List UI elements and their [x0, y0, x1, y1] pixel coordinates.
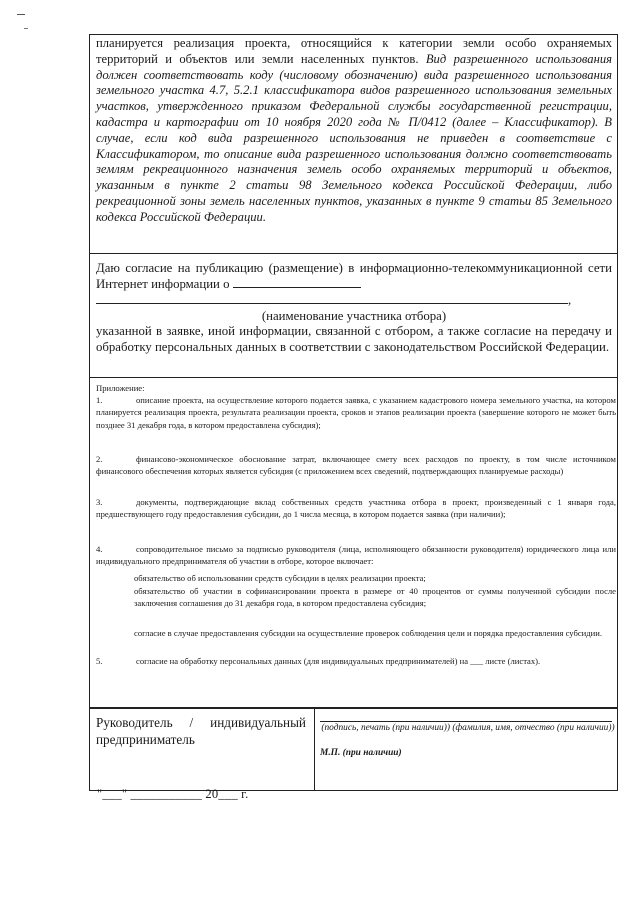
consent-continuation: указанной в заявке, иной информации, связанной с отбором, а также согласие на передачу и обработку персональных данных в соответствии с законодательством Российской Федерации. [96, 324, 612, 355]
annex-item-number: 1. [96, 395, 103, 405]
participant-name-blank[interactable] [233, 276, 361, 288]
annex-item [96, 453, 616, 478]
annex-item [96, 394, 616, 431]
annex-item-number: 4. [96, 544, 103, 554]
annex-sub-item: обязательство об участии в софинансировании проекта в размере от 40 процентов от суммы полученной субсидии после заключения соглашения до 31 декабря года, в котором предоставлена субсидия; [134, 586, 616, 609]
signature-caption: (подпись, печать (при наличии)) (фамилия, имя, отчество (при наличии)) [321, 723, 615, 733]
annex-sub-item: обязательство об использовании средств субсидии в целях реализации проекта; [134, 573, 426, 583]
annex-item-number: 2. [96, 454, 103, 464]
annex-sub-item: согласие в случае предоставления субсидии на осуществление проверок соблюдения цели и порядка предоставления субсидии. [134, 628, 602, 638]
project-paragraph-italic: Вид разрешенного использования должен соответствовать коду (числовому обозначению) вида разрешенного использования земельного участка 4.7, 5.2.1 классификатора видов разрешенного использования земельных участков, утвержденного приказом Федеральной службы государственной регистрации, кадастра и картографии от 10 ноября 2020 года № П/0412 (далее – Классификатор). В случае, если код вида разрешенного использования не приведен в соответствие с Классификатором, то описание вида разрешенного использования должно соответствовать землям рекреационного назначения земель особо охраняемых территорий и объектов, указанным в пункте 2 статьи 98 Земельного кодекса Российской Федерации, либо рекреационной зоны земель населенных пунктов, указанных в пункте 9 статьи 85 Земельного кодекса Российской Федерации. [96, 51, 612, 224]
date-field[interactable]: "___" ___________ 20___ г. [97, 787, 249, 801]
signatory-label: Руководитель / индивидуальный предприниматель [96, 715, 306, 747]
annex-item-text: согласие на обработку персональных данных (для индивидуальных предпринимателей) на ___ листе (листах). [136, 656, 541, 666]
annex-item-text: сопроводительное письмо за подписью руководителя (лица, исполняющего обязанности руководителя) юридического лица или индивидуального предпринимателя об участии в отборе, которое включает: [96, 544, 616, 567]
scan-mark [17, 14, 25, 15]
annex-item [96, 496, 616, 521]
consent-comma: , [568, 293, 572, 308]
participant-label: (наименование участника отбора) [261, 309, 447, 323]
annex-item-text: документы, подтверждающие вклад собственных средств участника отбора в проект, произведенный с 1 января года, предшествующего году предоставления субсидии, до 1 числа месяца, в котором подается заявка (при наличии); [96, 497, 616, 520]
annex-item-text: описание проекта, на осуществление которого подается заявка, с указанием кадастрового номера земельного участка, на котором планируется реализация проекта, результата реализации проекта, сроков и этапов реализации проекта (завершение которого не может быть позднее 31 декабря года, в котором предоставлена субсидия); [96, 395, 616, 430]
stamp-label: М.П. (при наличии) [320, 748, 402, 758]
annex-item [96, 543, 616, 568]
project-paragraph [96, 36, 612, 226]
annex-item-number: 3. [96, 497, 103, 507]
annex-item-number: 5. [96, 656, 103, 666]
annex-item [96, 655, 616, 667]
participant-name-blank-2[interactable] [96, 292, 568, 304]
consent-paragraph [96, 260, 612, 309]
scan-mark [24, 28, 28, 29]
project-paragraph-plain: планируется реализация проекта, относящийся к категории земли особо охраняемых территорий и объектов или земли населенных пунктов. [96, 36, 612, 66]
annex-item-text: финансово-экономическое обоснование затрат, включающее смету всех расходов по проекту, в том числе источником финансового обеспечения которых является субсидия (с приложением всех сведений, подтверждающих планируемые расходы) [96, 454, 616, 477]
signature-divider [314, 708, 315, 791]
consent-line-1: Даю согласие на публикацию (размещение) в информационно-телекоммуникационной сети Интернет информации о [96, 261, 612, 292]
annex-title: Приложение: [96, 383, 145, 393]
